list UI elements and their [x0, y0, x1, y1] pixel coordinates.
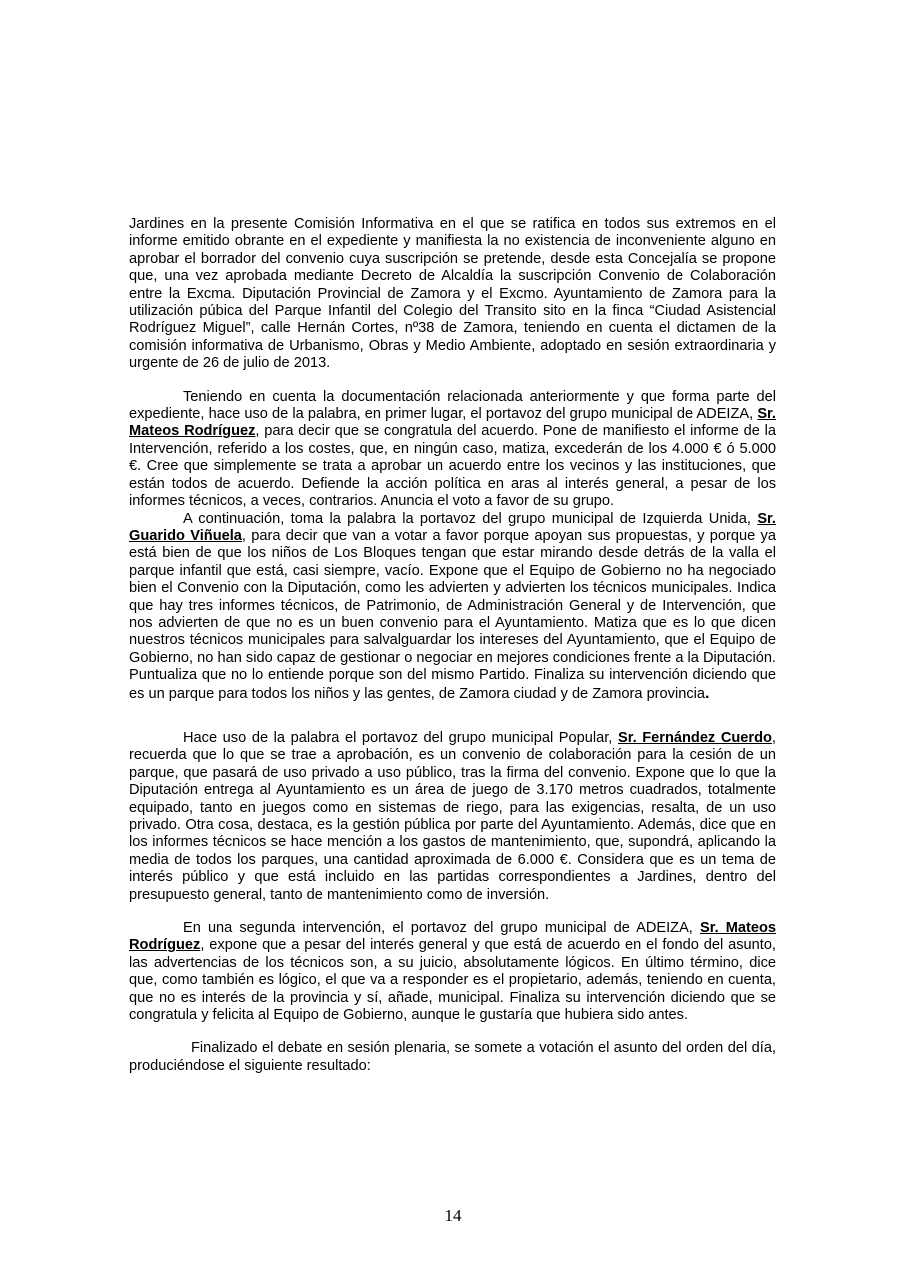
document-body: [129, 216, 776, 1075]
paragraph-popular: [129, 730, 776, 904]
paragraph-text: , para decir que van a votar a favor porque apoyan sus propuestas, y porque ya está bien de que los niños de Los Bloques tengan que estar mirando desde detrás de la valla el parque infantil que está, casi siempre, vacío. Expone que el Equipo de Gobierno no ha negociado bien el Convenio con la Diputación, como les advierten y advierten los técnicos municipales. Indica que hay tres informes técnicos, de Patrimonio, de Administración General y de Intervención, que nos advierten de que no es un buen convenio para el Ayuntamiento. Matiza que es lo que dicen nuestros técnicos municipales para salvalguardar los intereses del Ayuntamiento, que el Equipo de Gobierno, no han sido capaz de gestionar o negociar en mejores condiciones frente a la Diputación. Puntualiza que no lo entiende porque son del mismo Partido. Finaliza su intervención diciendo que es un parque para todos los niños y las gentes, de Zamora ciudad y de Zamora provincia: [129, 527, 776, 702]
page-number: 14: [444, 1206, 462, 1225]
speaker-mateos-rodriguez-second: Sr. Mateos Rodríguez: [129, 920, 777, 954]
paragraph-text: , para decir que se congratula del acuerdo. Pone de manifiesto el informe de la Intervención, referido a los costes, que, en ningún caso, matiza, excederán de los 4.000 € ó 5.000 €. Cree que simplemente se trata a aprobar un acuerdo entre los vecinos y las instituciones, que están todos de acuerdo. Defiende la acción política en aras al interés general, a pesar de los informes técnicos, a veces, contrarios. Anuncia el voto a favor de su grupo.: [129, 423, 776, 510]
paragraph-izquierda-unida: [129, 511, 776, 703]
paragraph-text: , recuerda que lo que se trae a aprobación, es un convenio de colaboración para la cesión de un parque, que pasará de uso privado a uso público, tras la firma del convenio. Expone que lo que la Diputación entrega al Ayuntamiento es un área de juego de 3.170 metros cuadrados, totalmente equipado, tanto en juegos como en sistemas de riego, para las exigencias, resalta, de un uso privado. Otra cosa, destaca, es la gestión pública por parte del Ayuntamiento. Además, dice que en los informes técnicos se hace mención a los gastos de mantenimiento, que, supondrá, aplicando la media de todos los parques, una cantidad aproximada de 6.000 €. Considera que es un tema de interés público y que está incluido en las partidas correspondientes a Jardines, dentro del presupuesto general, tanto de mantenimiento como de inversión.: [129, 729, 776, 903]
paragraph-adeiza-first: [129, 389, 776, 511]
speaker-fernandez-cuerdo: Sr. Fernández Cuerdo: [617, 729, 772, 746]
speaker-guarido-vinuela: Sr. Guarido Viñuela: [129, 510, 776, 544]
paragraph-text: A continuación, toma la palabra la portavoz del grupo municipal de Izquierda Unida,: [183, 510, 758, 527]
paragraph-text: Teniendo en cuenta la documentación relacionada anteriormente y que forma parte del expediente, hace uso de la palabra, en primer lugar, el portavoz del grupo municipal de ADEIZA,: [129, 388, 776, 423]
paragraph-end-mark: .: [704, 684, 710, 702]
paragraph-text: En una segunda intervención, el portavoz del grupo municipal de ADEIZA,: [183, 920, 700, 937]
paragraph-adeiza-second: [129, 920, 776, 1024]
speaker-mateos-rodriguez: Sr. Mateos Rodríguez: [129, 406, 776, 440]
paragraph-votacion: Finalizado el debate en sesión plenaria, se somete a votación el asunto del orden del día, produciéndose el siguiente resultado:: [129, 1040, 776, 1074]
paragraph-text: Hace uso de la palabra el portavoz del grupo municipal Popular,: [183, 729, 618, 746]
paragraph-text: , expone que a pesar del interés general y que está de acuerdo en el fondo del asunto, las advertencias de los técnicos son, a su juicio, absolutamente lógicos. En último término, dice que, como también es lógico, el que va a responder es el propietario, además, teniendo en cuenta, que no es interés de la provincia y sí, añade, municipal. Finaliza su intervención diciendo que se congratula y felicita al Equipo de Gobierno, aunque le gustaría que hubiera sido antes.: [129, 937, 776, 1024]
paragraph-dictamen: Jardines en la presente Comisión Informativa en el que se ratifica en todos sus extremos en el informe emitido obrante en el expediente y manifiesta la no existencia de inconveniente alguno en aprobar el borrador del convenio cuya suscripción se pretende, desde esta Concejalía se propone que, una vez aprobada mediante Decreto de Alcaldía la suscripción Convenio de Colaboración entre la Excma. Diputación Provincial de Zamora y el Excmo. Ayuntamiento de Zamora para la utilización púbica del Parque Infantil del Colegio del Transito sito en la finca “Ciudad Asistencial Rodríguez Miguel”, calle Hernán Cortes, nº38 de Zamora, teniendo en cuenta el dictamen de la comisión informativa de Urbanismo, Obras y Medio Ambiente, adoptado en sesión extraordinaria y urgente de 26 de julio de 2013.: [129, 216, 776, 372]
